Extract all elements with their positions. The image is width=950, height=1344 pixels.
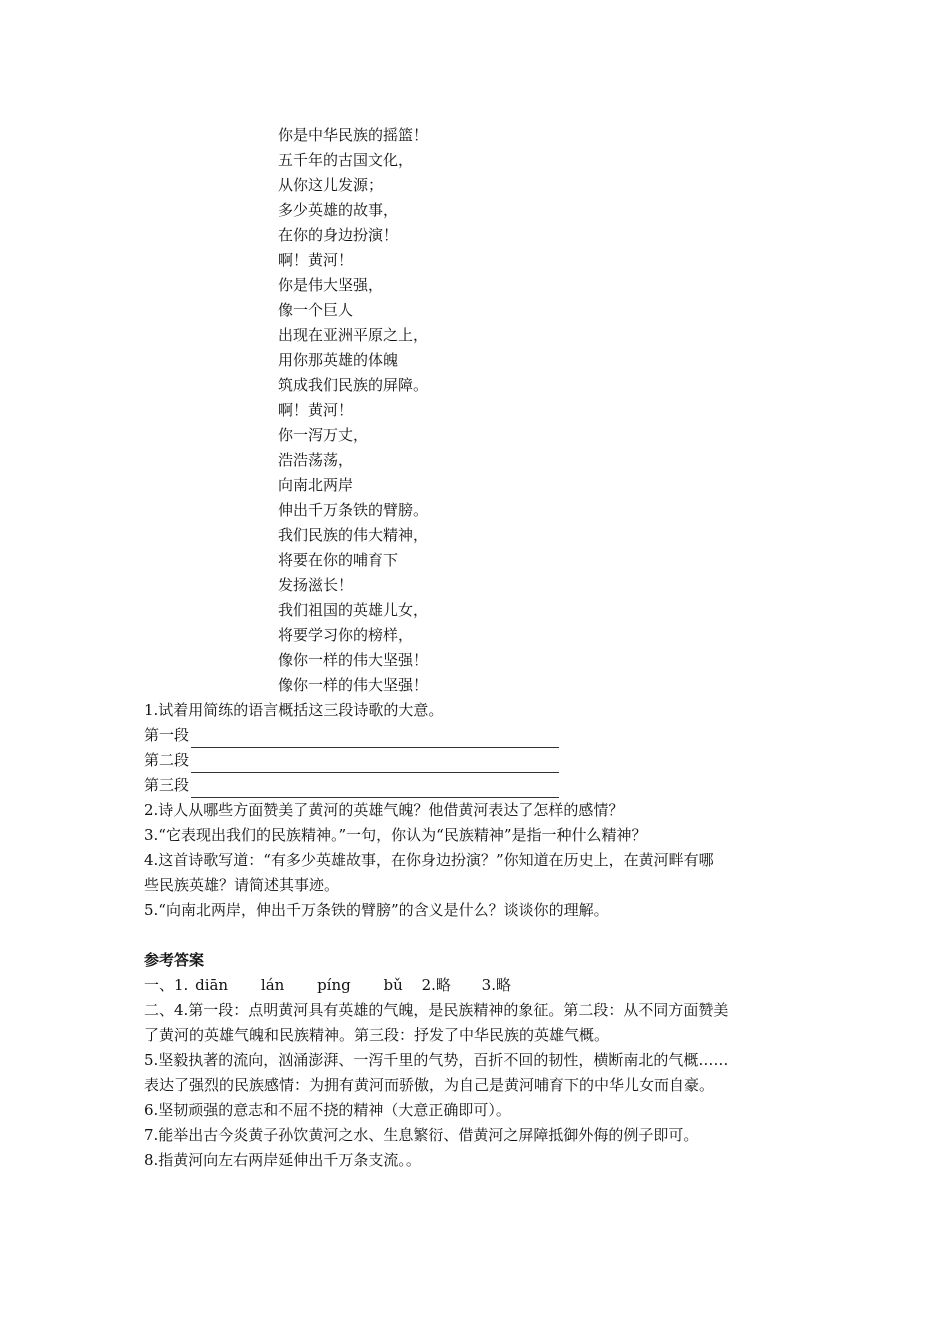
poem-line: 出现在亚洲平原之上， (278, 326, 429, 344)
pinyin-item: bǔ (383, 976, 403, 994)
poem-line: 像一个巨人 (278, 301, 354, 319)
question-3: 3.“它表现出我们的民族精神。”一句，你认为“民族精神”是指一种什么精神？ (144, 826, 647, 844)
poem-line: 啊！黄河！ (278, 401, 354, 419)
answer-item: 3.略 (481, 976, 511, 994)
poem-line: 你是中华民族的摇篮！ (278, 126, 429, 144)
poem-line: 浩浩荡荡， (278, 451, 354, 469)
answer-blank-row (144, 748, 824, 773)
poem-line: 啊！黄河！ (278, 251, 354, 269)
section-spacer (144, 923, 824, 948)
answer-5-line-2: 表达了强烈的民族感情：为拥有黄河而骄傲，为自己是黄河哺育下的中华儿女而自豪。 (144, 1076, 715, 1094)
answer-1-prefix: 一、1. (144, 976, 189, 994)
poem (278, 123, 678, 698)
question-2: 2.诗人从哪些方面赞美了黄河的英雄气魄？他借黄河表达了怎样的感情？ (144, 801, 624, 819)
pinyin-item: píng (317, 976, 351, 994)
pinyin-item: lán (260, 976, 285, 994)
question-1: 1.试着用简练的语言概括这三段诗歌的大意。 (144, 701, 444, 719)
answer-blank-row (144, 773, 824, 798)
poem-line: 向南北两岸 (278, 476, 354, 494)
answer-blank-line[interactable] (191, 755, 559, 773)
answer-8: 8.指黄河向左右两岸延伸出千万条支流。。 (144, 1151, 421, 1169)
question-4-line-1: 4.这首诗歌写道：“有多少英雄故事，在你身边扮演？”你知道在历史上，在黄河畔有哪 (144, 851, 714, 869)
poem-line: 发扬滋长！ (278, 576, 354, 594)
answer-4-line-2: 了黄河的英雄气魄和民族精神。第三段：抒发了中华民族的英雄气概。 (144, 1026, 610, 1044)
poem-line: 我们民族的伟大精神， (278, 526, 429, 544)
pinyin-item: diān (195, 976, 229, 994)
answer-blank-line[interactable] (191, 730, 559, 748)
question-4-line-2: 些民族英雄？请简述其事迹。 (144, 876, 340, 894)
answer-6: 6.坚韧顽强的意志和不屈不挠的精神（大意正确即可）。 (144, 1101, 511, 1119)
poem-line: 像你一样的伟大坚强！ (278, 676, 429, 694)
answer-blank-line[interactable] (191, 780, 559, 798)
poem-line: 在你的身边扮演！ (278, 226, 399, 244)
questions-and-answers (144, 698, 824, 1173)
answer-4-line-1: 二、4.第一段：点明黄河具有英雄的气魄，是民族精神的象征。第二段：从不同方面赞美 (144, 1001, 729, 1019)
poem-line: 像你一样的伟大坚强！ (278, 651, 429, 669)
poem-line: 从你这儿发源； (278, 176, 384, 194)
blank-label: 第一段 (144, 726, 190, 744)
poem-line: 将要学习你的榜样， (278, 626, 414, 644)
poem-line: 多少英雄的故事， (278, 201, 399, 219)
poem-line: 伸出千万条铁的臂膀。 (278, 501, 429, 519)
answer-blank-row (144, 723, 824, 748)
answer-5-line-1: 5.坚毅执著的流向，汹涌澎湃、一泻千里的气势，百折不回的韧性，横断南北的气概…… (144, 1051, 729, 1069)
answers-title: 参考答案 (144, 951, 205, 969)
poem-line: 五千年的古国文化， (278, 151, 414, 169)
poem-line: 你是伟大坚强， (278, 276, 384, 294)
answer-item: 2.略 (421, 976, 451, 994)
question-5: 5.“向南北两岸，伸出千万条铁的臂膀”的含义是什么？谈谈你的理解。 (144, 901, 609, 919)
blank-label: 第二段 (144, 751, 190, 769)
poem-line: 用你那英雄的体魄 (278, 351, 399, 369)
answer-7: 7.能举出古今炎黄子孙饮黄河之水、生息繁衍、借黄河之屏障抵御外侮的例子即可。 (144, 1126, 699, 1144)
poem-line: 我们祖国的英雄儿女， (278, 601, 429, 619)
answer-1 (144, 973, 824, 998)
blank-label: 第三段 (144, 776, 190, 794)
poem-line: 你一泻万丈， (278, 426, 369, 444)
poem-line: 筑成我们民族的屏障。 (278, 376, 429, 394)
poem-line: 将要在你的哺育下 (278, 551, 399, 569)
